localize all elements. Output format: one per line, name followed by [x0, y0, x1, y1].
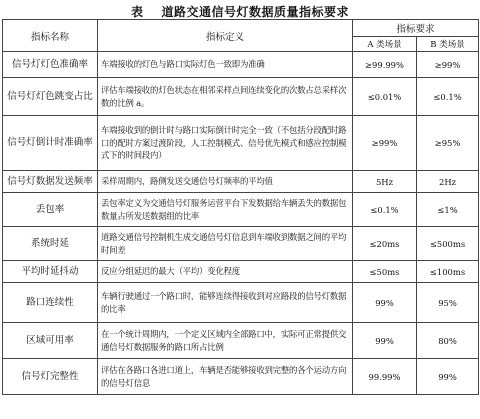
indicator-definition: 丢包率定义为交通信号灯服务运营平台下发数据给车辆丢失的数据包数量占所发送数据组的比率 — [98, 193, 353, 227]
scenario-b-value: 95% — [417, 283, 479, 323]
table-title — [0, 3, 480, 20]
indicator-name: 系统时延 — [3, 227, 98, 261]
indicator-definition: 车端接收的灯色与路口实际灯色一致即为准确 — [98, 52, 353, 78]
indicator-name: 信号灯数据发送频率 — [3, 171, 98, 193]
scenario-b-value: ≥95% — [417, 116, 479, 171]
indicator-definition: 车辆行驶通过一个路口时，能够连续得接收到对应路段的信号灯数据的比率 — [98, 283, 353, 323]
indicator-definition: 车端接收到的倒计时与路口实际倒计时完全一致（不包括分段配时路口的配时方案过渡阶段，人工控制模式、信号优先模式和感应控制模式下的时间段内） — [98, 116, 353, 171]
indicator-name: 丢包率 — [3, 193, 98, 227]
table-row — [3, 359, 479, 395]
indicator-name: 路口连续性 — [3, 283, 98, 323]
scenario-a-value: 5Hz — [353, 171, 417, 193]
scenario-a-value: ≤0.1% — [353, 193, 417, 227]
indicator-name: 信号灯灯色准确率 — [3, 52, 98, 78]
scenario-a-value: ≤20ms — [353, 227, 417, 261]
table-title-text: 道路交通信号灯数据质量指标要求 — [161, 5, 350, 19]
scenario-b-value: 99% — [417, 359, 479, 395]
table-row — [3, 78, 479, 116]
indicator-definition: 采样周期内，路侧发送交通信号灯频率的平均值 — [98, 171, 353, 193]
header-scenario-a: A 类场景 — [353, 37, 417, 52]
table-row — [3, 171, 479, 193]
scenario-b-value: ≤0.1% — [417, 78, 479, 116]
table-row — [3, 52, 479, 78]
indicator-definition: 道路交通信号控制机生成交通信号灯信息到车端收到数据之间的平均时间差 — [98, 227, 353, 261]
indicator-name: 信号灯完整性 — [3, 359, 98, 395]
indicator-name: 信号灯倒计时准确率 — [3, 116, 98, 171]
table-row — [3, 116, 479, 171]
indicator-name: 信号灯灯色跳变占比 — [3, 78, 98, 116]
indicator-name: 平均时延抖动 — [3, 261, 98, 283]
table-row — [3, 193, 479, 227]
indicator-definition: 评估在各路口各进口道上，车辆是否能够接收到完整的各个运动方向的信号灯信息 — [98, 359, 353, 395]
header-requirement: 指标要求 — [353, 20, 479, 37]
scenario-b-value: ≤100ms — [417, 261, 479, 283]
indicator-name: 区域可用率 — [3, 323, 98, 359]
scenario-b-value: 2Hz — [417, 171, 479, 193]
scenario-a-value: ≤0.01% — [353, 78, 417, 116]
scenario-a-value: 99% — [353, 283, 417, 323]
header-scenario-b: B 类场景 — [417, 37, 479, 52]
table-row — [3, 283, 479, 323]
scenario-a-value: 99% — [353, 323, 417, 359]
table-row — [3, 261, 479, 283]
quality-indicator-table — [2, 19, 479, 395]
table-number: 表 — [130, 5, 144, 19]
scenario-b-value: 80% — [417, 323, 479, 359]
table-row — [3, 323, 479, 359]
scenario-a-value: 99.99% — [353, 359, 417, 395]
scenario-a-value: ≥99% — [353, 116, 417, 171]
indicator-definition: 在一个统计周期内，一个定义区域内全部路口中，实际可正常提供交通信号灯数据服务的路口所占比例 — [98, 323, 353, 359]
indicator-definition: 反应分组延迟的最大（平均）变化程度 — [98, 261, 353, 283]
header-name: 指标名称 — [3, 20, 98, 52]
indicator-definition: 评估车端接收的灯色状态在相邻采样点间连续变化的次数占总采样次数的比例 a。 — [98, 78, 353, 116]
scenario-b-value: ≤1% — [417, 193, 479, 227]
scenario-b-value: ≤500ms — [417, 227, 479, 261]
table-row — [3, 227, 479, 261]
scenario-b-value: ≥99% — [417, 52, 479, 78]
scenario-a-value: ≤50ms — [353, 261, 417, 283]
scenario-a-value: ≥99.99% — [353, 52, 417, 78]
header-definition: 指标定义 — [98, 20, 353, 52]
